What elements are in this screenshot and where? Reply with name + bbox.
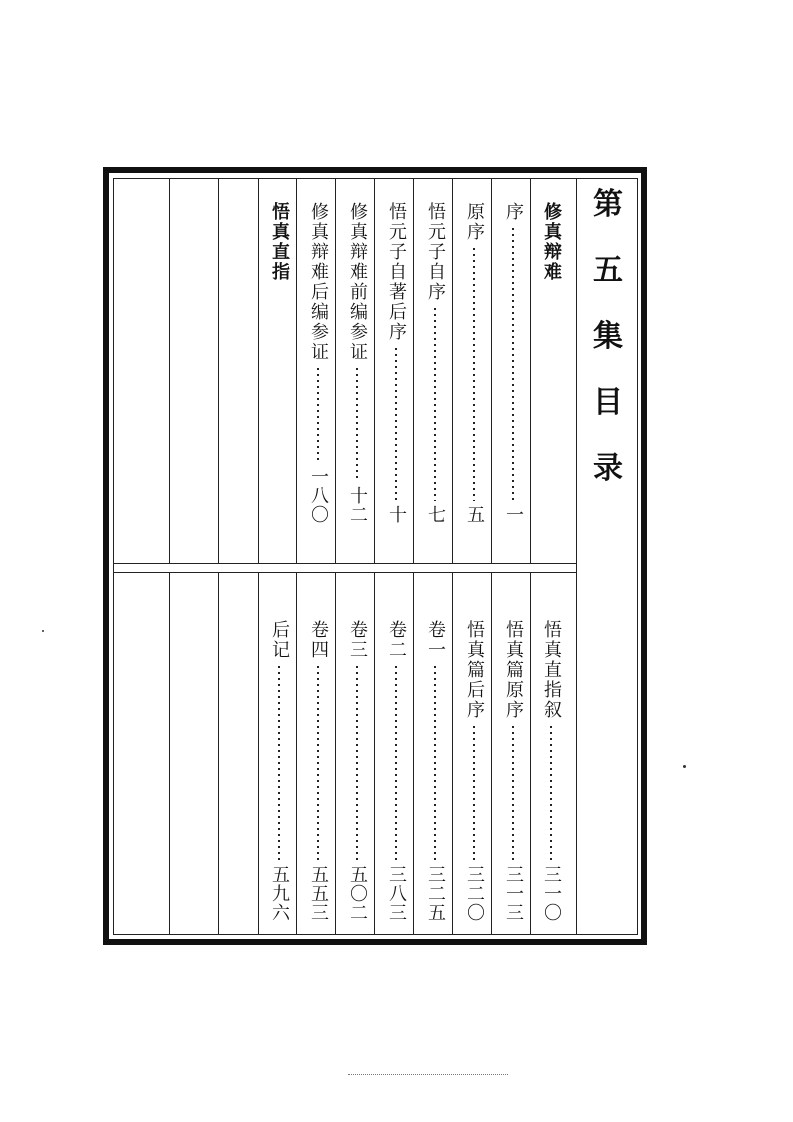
entry-title: 悟真直指叙	[541, 620, 562, 720]
leader-dots	[550, 724, 552, 861]
page-number: 三二五	[425, 865, 446, 922]
page-number: 三一〇	[541, 865, 562, 922]
leader-dots	[512, 226, 514, 501]
page-number: 三一三	[503, 865, 524, 922]
column-rule	[218, 179, 219, 563]
entry-title: 悟真篇后序	[464, 620, 485, 720]
toc-entry	[377, 202, 415, 524]
page-number: 十	[386, 505, 407, 524]
leader-dots	[395, 664, 397, 861]
section-divider	[114, 563, 576, 573]
title-divider	[576, 179, 577, 934]
entry-title: 卷四	[308, 620, 329, 660]
page-number: 三二〇	[464, 865, 485, 922]
leader-dots	[512, 724, 514, 861]
page-number: 七	[425, 505, 446, 524]
leader-dots	[317, 366, 319, 463]
page-number: 五九六	[269, 865, 290, 922]
heading-char: 五	[593, 253, 623, 288]
entry-title: 卷二	[386, 620, 407, 660]
heading-char: 第	[593, 187, 623, 222]
entry-title: 修真辩难后编参证	[308, 202, 329, 362]
page-number: 五	[464, 505, 485, 524]
entry-title: 卷一	[425, 620, 446, 660]
leader-dots	[356, 664, 358, 861]
leader-dots	[278, 664, 280, 861]
column-rule	[169, 179, 170, 563]
page-number: 五五三	[308, 865, 329, 922]
entry-title: 悟真直指	[269, 202, 290, 282]
heading-char: 录	[593, 451, 623, 486]
leader-dots	[356, 366, 358, 482]
toc-entry	[532, 202, 570, 524]
toc-entry	[532, 620, 570, 922]
page-number: 一	[503, 505, 524, 524]
toc-entry	[455, 202, 493, 524]
entry-title: 修真辩难	[541, 202, 562, 282]
toc-entry	[260, 202, 298, 524]
entry-title: 序	[503, 202, 524, 222]
leader-dots	[434, 306, 436, 501]
toc-entry	[299, 202, 337, 524]
scan-line	[348, 1074, 508, 1076]
entry-title: 悟元子自著后序	[386, 202, 407, 342]
page-number: 一八〇	[308, 467, 329, 524]
leader-dots	[473, 246, 475, 501]
toc-entry	[377, 620, 415, 922]
leader-dots	[395, 346, 397, 501]
toc-entry	[260, 620, 298, 922]
column-rule	[169, 573, 170, 934]
toc-entry	[494, 620, 532, 922]
toc-entry	[299, 620, 337, 922]
entry-title: 悟真篇原序	[503, 620, 524, 720]
column-rule	[258, 179, 259, 563]
page-number: 十二	[347, 486, 368, 524]
heading-char: 目	[593, 385, 623, 420]
page-number: 三八三	[386, 865, 407, 922]
leader-dots	[317, 664, 319, 861]
scan-speck	[683, 765, 686, 768]
entry-title: 卷三	[347, 620, 368, 660]
entry-title: 修真辩难前编参证	[347, 202, 368, 362]
toc-heading	[578, 178, 638, 508]
column-rule	[258, 573, 259, 934]
toc-entry	[455, 620, 493, 922]
leader-dots	[434, 664, 436, 861]
entry-title: 后记	[269, 620, 290, 660]
column-rule	[218, 573, 219, 934]
toc-entry	[338, 202, 376, 524]
toc-entry	[416, 620, 454, 922]
toc-entry	[338, 620, 376, 922]
scan-speck	[42, 630, 44, 632]
toc-entry	[494, 202, 532, 524]
entry-title: 原序	[464, 202, 485, 242]
leader-dots	[473, 724, 475, 861]
page-number: 五〇二	[347, 865, 368, 922]
toc-entry	[416, 202, 454, 524]
entry-title: 悟元子自序	[425, 202, 446, 302]
heading-char: 集	[593, 319, 623, 354]
